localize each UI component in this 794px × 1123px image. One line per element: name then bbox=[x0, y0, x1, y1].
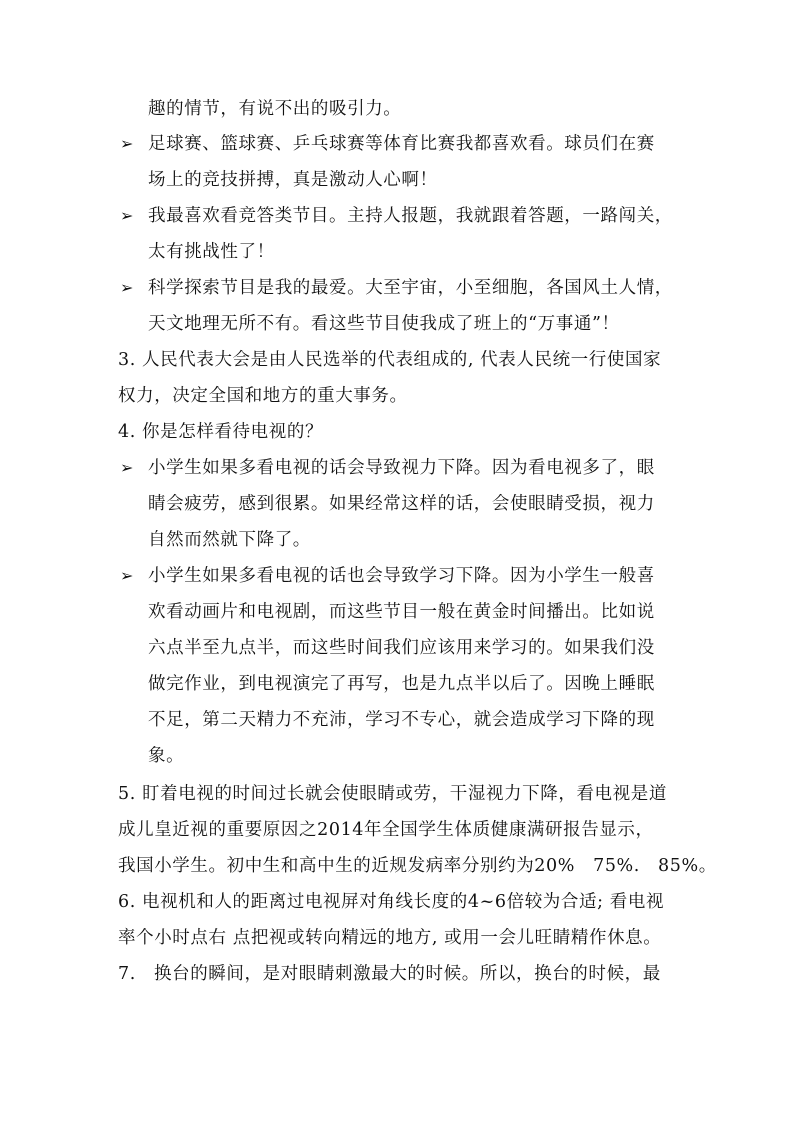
text-line: 我国小学生。初中生和高中生的近规发病率分别约为20% 75%. 85%。 bbox=[118, 856, 717, 876]
text-line: 小学生如果多看电视的话会导致视力下降。因为看电视多了，眼 bbox=[148, 458, 655, 478]
text-line: 太有挑战性了！ bbox=[148, 242, 275, 262]
bullet-arrow-icon: ➢ bbox=[120, 206, 134, 225]
text-line: 不足，第二天精力不充沛，学习不专心，就会造成学习下降的现 bbox=[148, 710, 655, 730]
text-line: 小学生如果多看电视的话也会导致学习下降。因为小学生一般喜 bbox=[148, 566, 655, 586]
text-line: 足球赛、篮球赛、乒乓球赛等体育比赛我都喜欢看。球员们在赛 bbox=[148, 134, 655, 154]
text-line: 成儿皇近视的重要原因之2014年全国学生体质健康满研报告显示， bbox=[118, 820, 654, 840]
text-line: 欢看动画片和电视剧，而这些节目一般在黄金时间播出。比如说 bbox=[148, 602, 655, 622]
bullet-arrow-icon: ➢ bbox=[120, 134, 134, 153]
text-line: 睛会疲劳，感到很累。如果经常这样的话，会使眼睛受损，视力 bbox=[148, 494, 655, 514]
text-line: 权力，决定全国和地方的重大事务。 bbox=[118, 386, 408, 406]
numbered-paragraph: 7. 换台的瞬间，是对眼睛刺激最大的时候。所以，换台的时候，最 bbox=[118, 964, 661, 984]
text-line: 象。 bbox=[148, 746, 185, 766]
numbered-paragraph: 5. 盯着电视的时间过长就会使眼睛或劳，干湿视力下降，看电视是道 bbox=[118, 784, 667, 804]
text-line: 趣的情节，有说不出的吸引力。 bbox=[148, 99, 402, 119]
text-line: 天文地理无所不有。看这些节目使我成了班上的“万事通”！ bbox=[148, 314, 620, 334]
text-line: 科学探索节目是我的最爱。大至宇宙，小至细胞，各国风土人情， bbox=[148, 278, 673, 298]
text-line: 六点半至九点半，而这些时间我们应该用来学习的。如果我们没 bbox=[148, 638, 655, 658]
text-line: 率个小时点右 点把视或转向精远的地方, 或用一会儿旺睛精作休息。 bbox=[118, 928, 662, 948]
text-line: 场上的竞技拼搏，真是激动人心啊！ bbox=[148, 170, 438, 190]
text-line: 做完作业，到电视演完了再写，也是九点半以后了。因晚上睡眠 bbox=[148, 674, 655, 694]
numbered-paragraph: 6. 电视机和人的距离过电视屏对角线长度的4~6倍较为合适; 看电视 bbox=[118, 892, 665, 912]
bullet-arrow-icon: ➢ bbox=[120, 566, 134, 585]
text-line: 自然而然就下降了。 bbox=[148, 530, 311, 550]
text-line: 我最喜欢看竞答类节目。主持人报题，我就跟着答题，一路闯关， bbox=[148, 206, 673, 226]
numbered-paragraph: 3. 人民代表大会是由人民选举的代表组成的, 代表人民统一行使国家 bbox=[118, 350, 662, 370]
numbered-paragraph: 4. 你是怎样看待电视的？ bbox=[118, 422, 324, 442]
bullet-arrow-icon: ➢ bbox=[120, 458, 134, 477]
bullet-arrow-icon: ➢ bbox=[120, 278, 134, 297]
